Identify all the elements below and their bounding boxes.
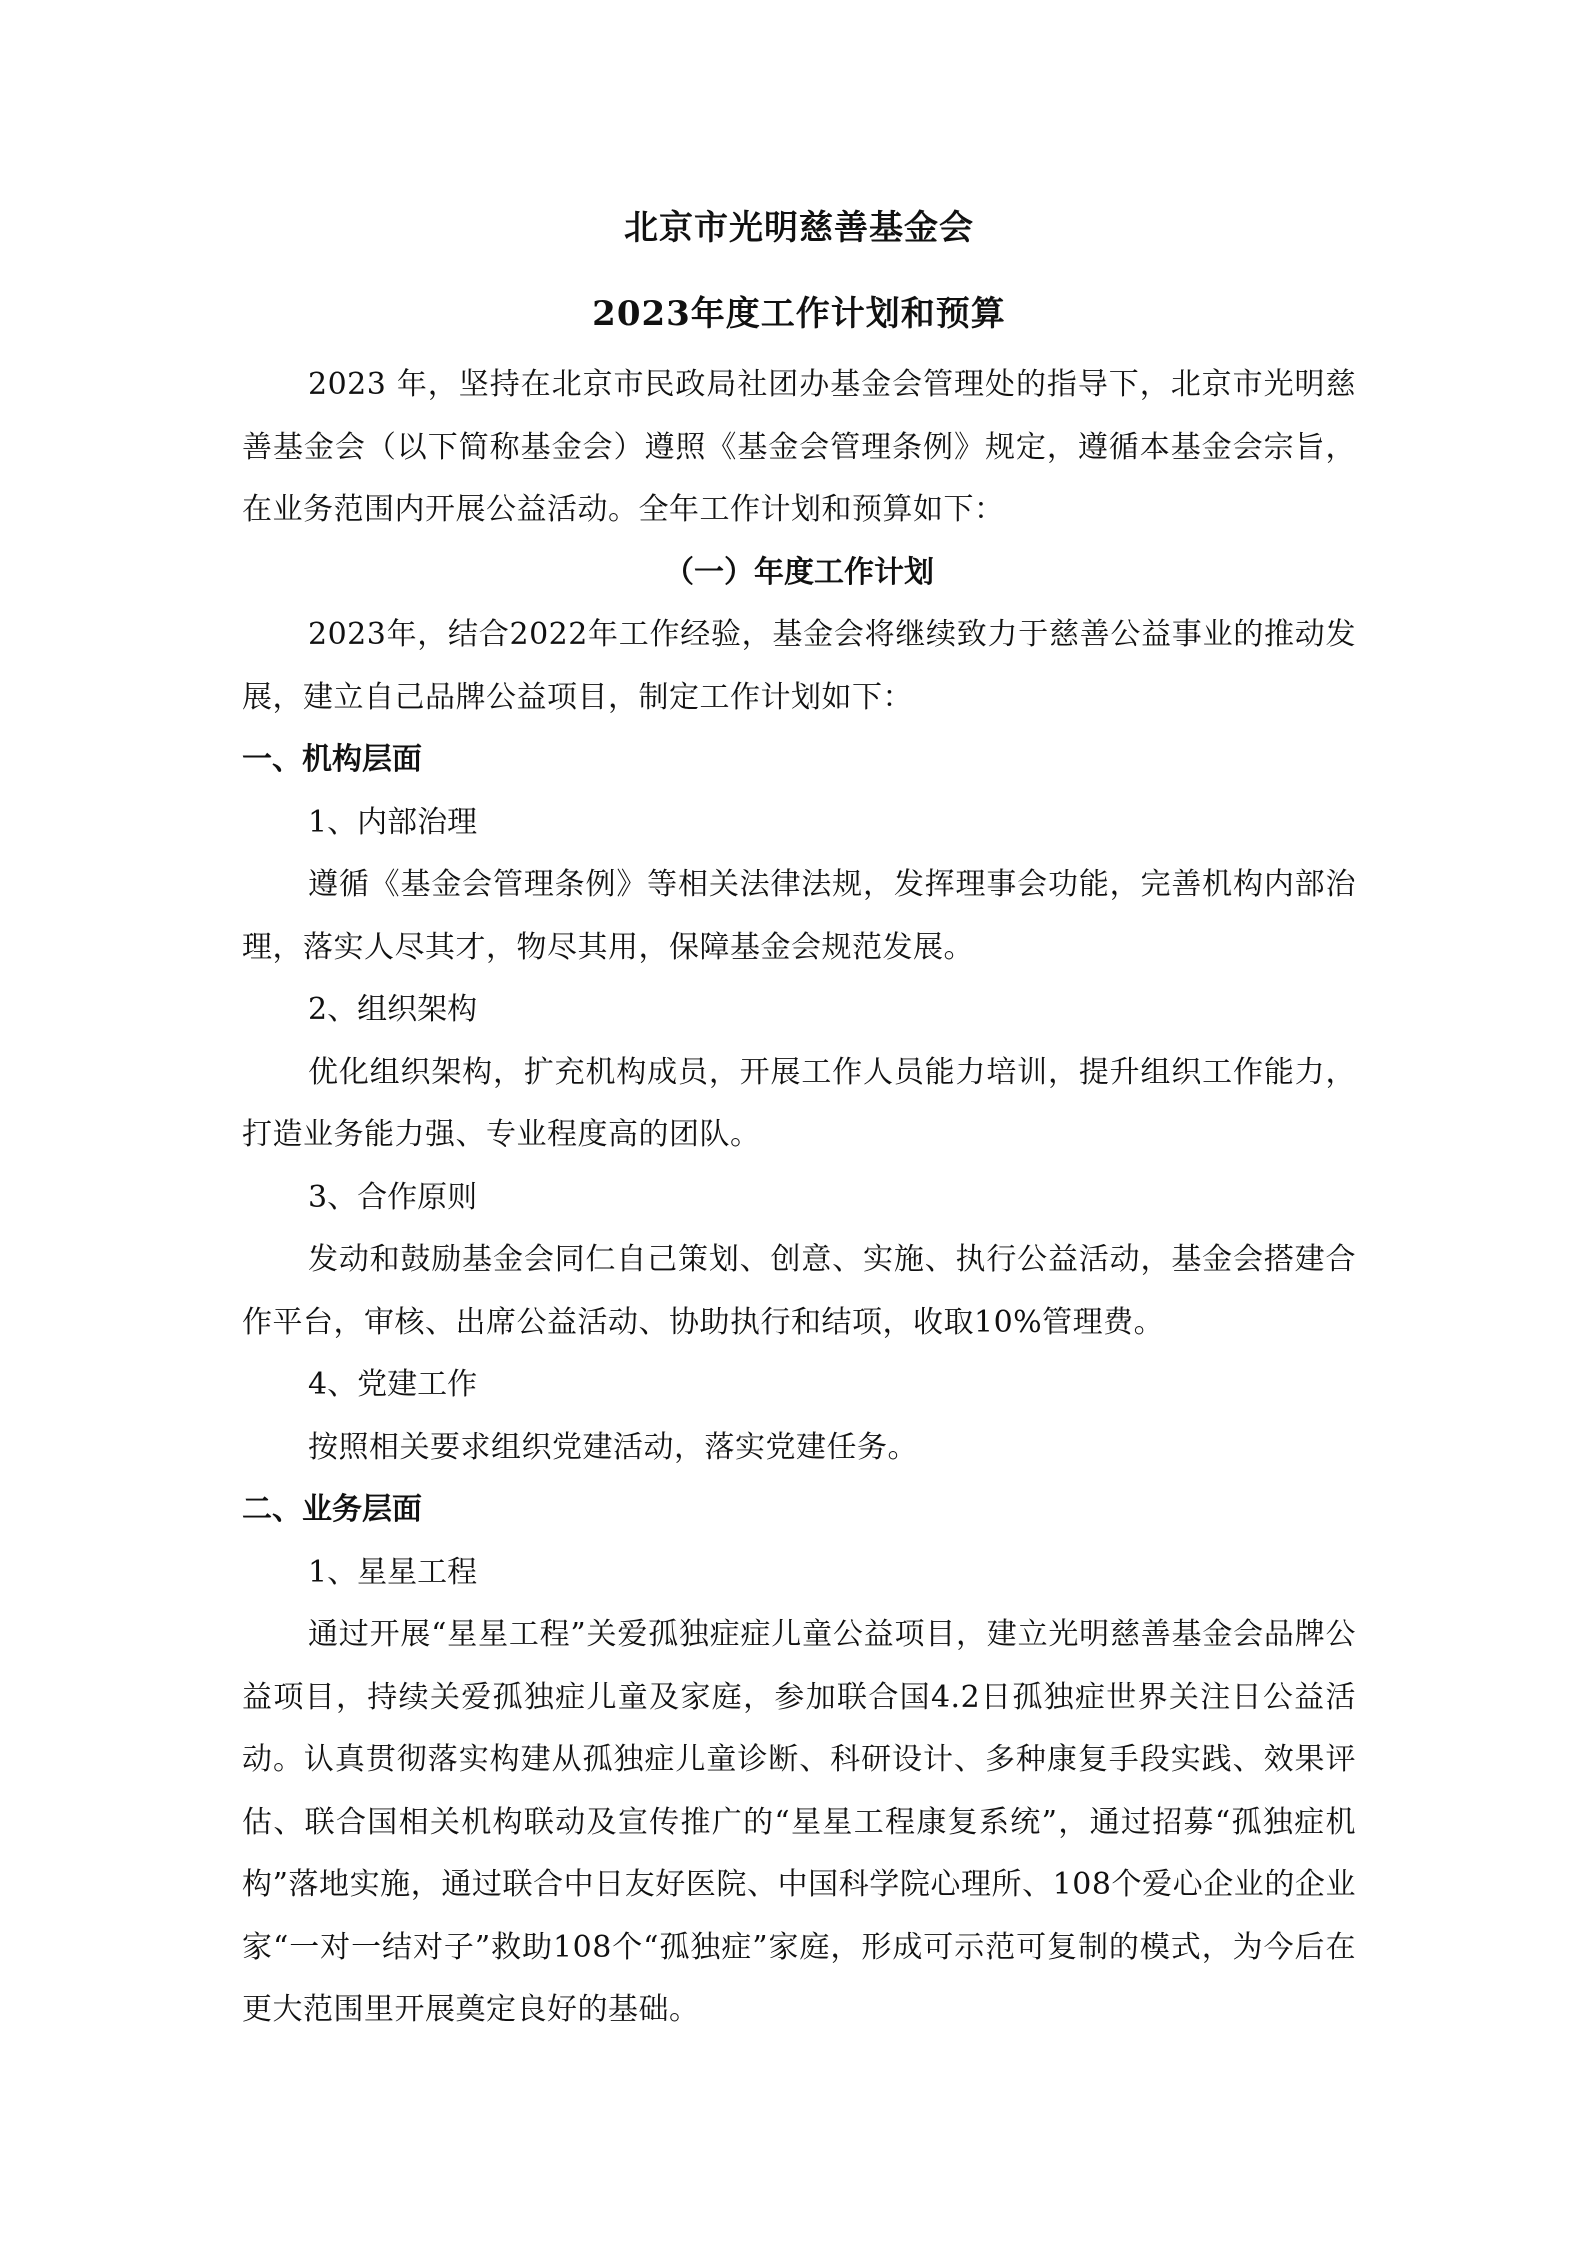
paragraph-party-building: 按照相关要求组织党建活动，落实党建任务。 xyxy=(308,1429,918,1465)
subheading-internal-governance: 1、内部治理 xyxy=(308,804,478,840)
subheading-party-building: 4、党建工作 xyxy=(308,1367,478,1402)
document-body xyxy=(242,205,1356,2042)
document-title-plan: 2023年度工作计划和预算 xyxy=(592,294,1006,334)
paragraph-cooperation-principles: 发动和鼓励基金会同仁自己策划、创意、实施、执行公益活动，基金会搭建合作平台，审核、出席公益活动、协助执行和结项，收取10%管理费。 xyxy=(242,1242,1356,1340)
part2-heading: 二、业务层面 xyxy=(242,1492,422,1527)
section-intro-paragraph: 2023年，结合2022年工作经验，基金会将继续致力于慈善公益事业的推动发展，建立自己品牌公益项目，制定工作计划如下： xyxy=(242,617,1356,715)
subheading-cooperation-principles: 3、合作原则 xyxy=(308,1179,478,1215)
paragraph-organization-structure: 优化组织架构，扩充机构成员，开展工作人员能力培训，提升组织工作能力，打造业务能力强、专业程度高的团队。 xyxy=(242,1054,1356,1152)
paragraph-star-project: 通过开展“星星工程”关爱孤独症症儿童公益项目，建立光明慈善基金会品牌公益项目，持续关爱孤独症儿童及家庭，参加联合国4.2日孤独症世界关注日公益活动。认真贯彻落实构建从孤独症儿童诊断、科研设计、多种康复手段实践、效果评估、联合国相关机构联动及宣传推广的“星星工程康复系统”，通过招募“孤独症机构”落地实施，通过联合中日友好医院、中国科学院心理所、108个爱心企业的企业家“一对一结对子”救助108个“孤独症”家庭，形成可示范可复制的模式，为今后在更大范围里开展奠定良好的基础。 xyxy=(242,1617,1356,2027)
subheading-organization-structure: 2、组织架构 xyxy=(308,992,478,1027)
part1-heading: 一、机构层面 xyxy=(242,742,422,777)
paragraph-internal-governance: 遵循《基金会管理条例》等相关法律法规，发挥理事会功能，完善机构内部治理，落实人尽其才，物尽其用，保障基金会规范发展。 xyxy=(242,867,1356,965)
document-title-organization: 北京市光明慈善基金会 xyxy=(624,208,974,248)
section-heading-annual-plan: （一）年度工作计划 xyxy=(664,554,934,590)
intro-paragraph: 2023 年，坚持在北京市民政局社团办基金会管理处的指导下，北京市光明慈善基金会（以下简称基金会）遵照《基金会管理条例》规定，遵循本基金会宗旨，在业务范围内开展公益活动。全年工作计划和预算如下： xyxy=(242,367,1356,527)
subheading-star-project: 1、星星工程 xyxy=(308,1554,478,1590)
